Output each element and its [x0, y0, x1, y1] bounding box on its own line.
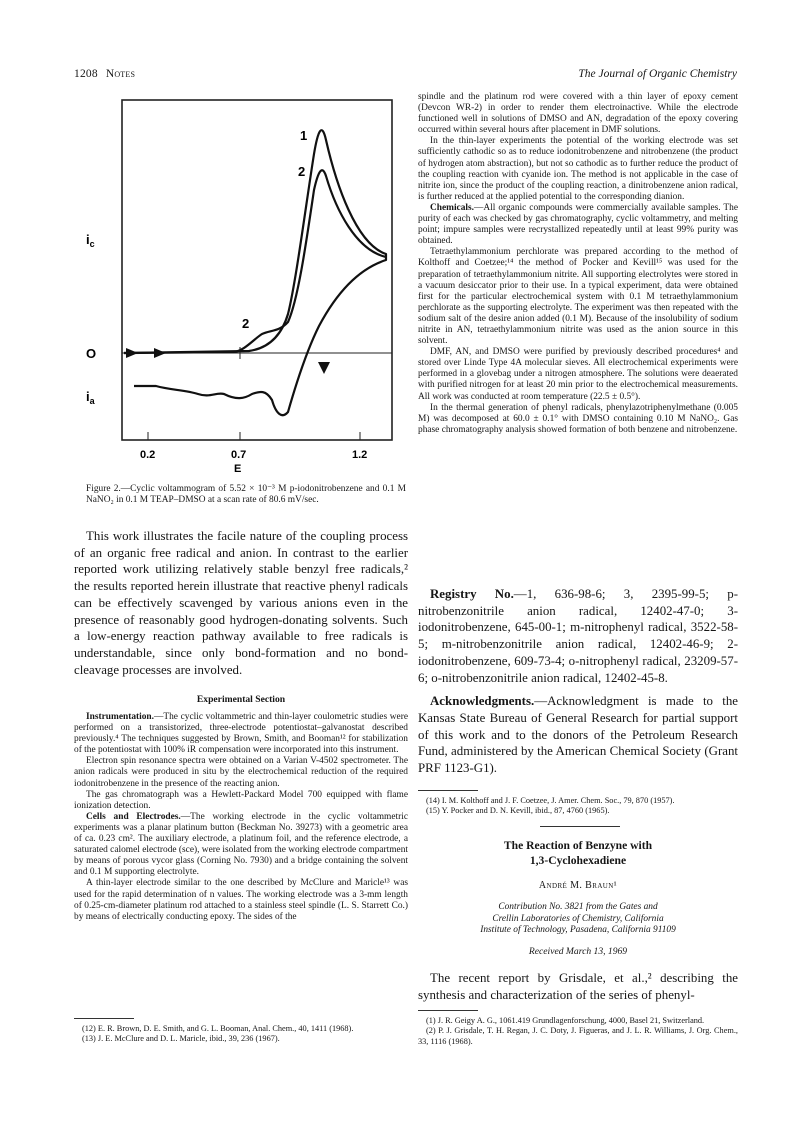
right-footnote-rule-2	[418, 1010, 478, 1011]
plot-frame	[122, 100, 392, 440]
gc-paragraph: The gas chromatograph was a Hewlett-Packard Model 700 equipped with flame ionization detection.	[74, 789, 408, 811]
x-tick-0-7: 0.7	[231, 449, 247, 461]
right-footnotes-1	[418, 796, 738, 817]
cyclic-voltammogram-figure	[74, 94, 404, 479]
instrumentation-head: Instrumentation.	[86, 712, 154, 722]
esr-paragraph: Electron spin resonance spectra were obtained on a Varian V-4502 spectrometer. The anion radicals were produced in situ by the electrochemical reduction of the required iodonitrobenzene in the presence of the reacting anion.	[74, 756, 408, 789]
y-label-zero: O	[86, 346, 97, 361]
thin-layer-paragraph: A thin-layer electrode similar to the one described by McClure and Maricle¹³ was used for the rapid determination of n values. The working electrode was a 3-mm length of 0.25-cm-diameter platinum rod attached to a stainless steel spindle (L. S. Starrett Co.) by means of electrically conducting epoxy. The sides of the	[74, 878, 408, 922]
y-label-ic: $i_c$	[86, 232, 95, 249]
left-intro-paragraph	[74, 528, 408, 678]
left-experimental-text	[74, 712, 408, 923]
section-name: Notes	[105, 68, 136, 80]
affiliation-line-3: Institute of Technology, Pasadena, California 91109	[480, 925, 676, 935]
figure-caption: Figure 2.—Cyclic voltammogram of 5.52 × 10⁻³ M p-iodonitrobenzene and 0.1 M NaNO₂ in 0.1 M TEAP–DMSO at a scan rate of 80.6 mV/sec.	[86, 484, 406, 506]
article-affiliation	[418, 902, 738, 937]
article-title	[418, 838, 738, 868]
registry-paragraph	[418, 586, 738, 686]
dmf-paragraph: DMF, AN, and DMSO were purified by previously described procedures⁴ and stored over Linde Type 4A molecular sieves. All electrochemical experiments were performed in a glovebag under a nitrogen atmosphere. The solutions were deaerated with purified nitrogen for at least 20 min prior to the electrochemical measurements. All work was conducted at room temperature (22.5 ± 0.5°).	[418, 347, 738, 402]
curve-label-1: 1	[300, 128, 308, 143]
article-intro-text: The recent report by Grisdale, et al.,² describing the synthesis and characterization of the series of phenyl-	[418, 971, 738, 1002]
cells-text: —The working electrode in the cyclic voltammetric experiments was a planar platinum button (Beckman No. 39273) with a geometric area of ca. 0.23 cm². The auxiliary electrode, a platinum foil, and the reference electrode, a saturated calomel electrode (sce), were isolated from the working electrode compartment by means of porous vycor glass (Corning No. 7930) and a bridge containing the solvent and 0.1 M supporting electrolyte.	[74, 811, 408, 878]
footnote-1: (1) J. R. Geigy A. G., 1061.419 Grundlagenforschung, 4000, Basel 21, Switzerland.	[426, 1016, 705, 1025]
teap-paragraph: Tetraethylammonium perchlorate was prepared according to the method of Kolthoff and Coetzee;¹⁴ the method of Pocker and Kevill¹⁵ was used for the preparation of tetraethylammonium nitrite. All supporting electrolytes were stored in a vacuum desiccator prior to their use. In a typical experiment, data were obtained first for the particular electrochemical system with 0.1 M tetraethylammonium perchlorate as the supporting electrolyte. The experiment was then repeated with the sodium salt of the desire anion added (0.1 M). Because of the insolubility of sodium nitrite in AN, tetraethylammonium nitrite was used as the anion source in this solvent.	[418, 247, 738, 347]
article-separator	[540, 826, 620, 827]
footnote-13: (13) J. E. McClure and D. L. Maricle, ibid., 39, 236 (1967).	[82, 1034, 280, 1044]
cells-paragraph	[74, 812, 408, 879]
right-large-text	[418, 586, 738, 777]
curve-label-2: 2	[298, 164, 306, 179]
registry-head: Registry No.	[430, 587, 514, 601]
right-experimental-text	[418, 92, 738, 436]
right-footnote-rule-1	[418, 790, 478, 791]
registry-text: —1, 636-98-6; 3, 2395-99-5; p-nitrobenzonitrile anion radical, 12402-47-0; 3-iodonitrobenzene, 645-00-1; m-nitrophenyl radical, 3522-58-5; m-nitrobenzonitrile anion radical, 12402-46-9; 2-iodonitrobenzene, 609-73-4; o-nitrophenyl radical, 23209-57-6; o-nitrobenzonitrile anion radical, 12402-45-8.	[418, 587, 738, 685]
article-intro	[418, 970, 738, 1003]
left-footnote-rule	[74, 1018, 134, 1019]
affiliation-line-2: Crellin Laboratories of Chemistry, California	[492, 913, 664, 924]
thin-layer-exp-paragraph: In the thin-layer experiments the potential of the working electrode was set sufficiently cathodic so as to reduce iodonitrobenzene and nitrobenzene (the product of hydrogen atom abstraction), but not so cathodic as to further reduce the product of the coupling reaction with cyanide ion. The method is not applicable in the case of nitrite ion, since the product of the coupling reaction, a dinitrobenzene anion radical, is further reduced at the applied potential to the corresponding dianion.	[418, 136, 738, 202]
chemicals-text: —All organic compounds were commercially available samples. The purity of each was checked by gas chromatography, cyclic voltammetry, and melting point; impure samples were recrystallized repeatedly until at least 99% purity was obtained.	[418, 202, 738, 247]
ack-head: Acknowledgments.	[430, 694, 535, 709]
experimental-section-title: Experimental Section	[196, 694, 286, 705]
article-title-line-1: The Reaction of Benzyne with	[503, 839, 653, 852]
y-label-ia: $i_a$	[86, 389, 95, 406]
chemicals-paragraph	[418, 203, 738, 247]
footnote-14: (14) I. M. Kolthoff and J. F. Coetzee, J. Amer. Chem. Soc., 79, 870 (1957).	[426, 796, 675, 805]
chemicals-head: Chemicals.	[430, 202, 475, 213]
ack-text: —Acknowledgment is made to the Kansas State Bureau of General Research for partial support of this work and to the donors of the Petroleum Research Fund, administered by the American Chemical Society (Grant PRF 1123-G1).	[418, 694, 738, 776]
page-header-left	[74, 68, 135, 80]
cells-head: Cells and Electrodes.	[86, 811, 181, 822]
right-footnotes-2	[418, 1016, 738, 1047]
affiliation-line-1: Contribution No. 3821 from the Gates and	[498, 902, 658, 912]
page-number: 1208	[74, 68, 98, 80]
journal-name: The Journal of Organic Chemistry	[578, 68, 737, 80]
instrumentation-paragraph	[74, 712, 408, 756]
footnote-15: (15) Y. Pocker and D. N. Kevill, ibid., 87, 4760 (1965).	[426, 806, 610, 816]
spindle-paragraph: spindle and the platinum rod were covered with a thin layer of epoxy cement (Devcon WR-2) in order to render them electroinactive. While the electrode functioned well in solutions of DMSO and AN, degradation of the epoxy covering occurred within several hours after placement in DMF solutions.	[418, 92, 738, 136]
x-tick-1-2: 1.2	[352, 449, 368, 461]
x-tick-0-2: 0.2	[140, 449, 156, 461]
voltammogram-curves	[124, 130, 386, 415]
footnote-2: (2) P. J. Grisdale, T. H. Regan, J. C. Doty, J. Figueras, and J. L. R. Williams, J. Org. Chem., 33, 1116 (1968).	[418, 1026, 738, 1046]
x-axis-label: E	[234, 463, 242, 475]
ack-paragraph	[418, 693, 738, 777]
received-date: Received March 13, 1969	[528, 946, 628, 957]
instrumentation-text: —The cyclic voltammetric and thin-layer coulometric studies were performed on a transistorized, three-electrode potentiostat–galvanostat described previously.⁴ The techniques suggested by Brown, Smith, and Booman¹² for stabilization of the potentiostat with 100% iR compensation were incorporated into this instrument.	[74, 712, 408, 756]
article-author: André M. Braun¹	[538, 880, 618, 891]
article-title-line-2: 1,3-Cyclohexadiene	[529, 854, 627, 867]
curve-label-2-wave: 2	[242, 316, 250, 331]
footnote-12: (12) E. R. Brown, D. E. Smith, and G. L. Booman, Anal. Chem., 40, 1411 (1968).	[82, 1024, 354, 1033]
left-footnotes	[74, 1024, 408, 1045]
intro-text: This work illustrates the facile nature of the coupling process of an organic free radical and anion. In contrast to the earlier reported work utilizing relatively stable benzyl free radicals,² the results reported herein illustrate that reactive phenyl radicals can be effectively scavenged by various anions even in the presence of reasonably good hydrogen-donating solvents. Such a low-energy reaction pathway available to free radicals is understandable, since only bond-formation and no bond-cleavage processes are involved.	[74, 529, 408, 677]
thermal-paragraph: In the thermal generation of phenyl radicals, phenylazotriphenylmethane (0.005 M) was decomposed at 60.0 ± 0.1° with DMSO containing 0.10 M NaNO₂. Gas phase chromatography analysis showed formation of both benzene and nitrobenzene.	[418, 402, 738, 435]
